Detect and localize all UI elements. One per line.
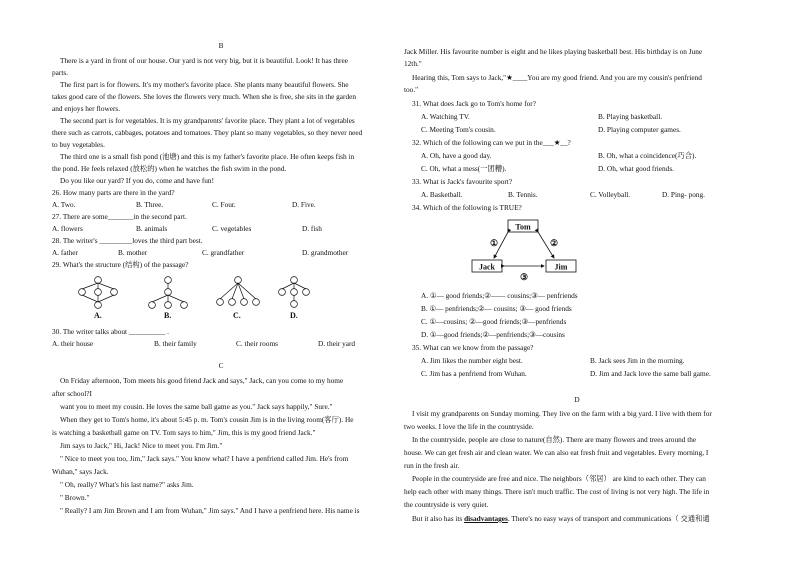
structure-diagrams	[52, 272, 322, 322]
question-27: 27. There are some_______in the second part.	[52, 212, 187, 221]
q33-option-b[interactable]: B. Tennis.	[508, 190, 538, 199]
q28-option-b[interactable]: B. mother	[118, 248, 148, 257]
d-line-6: People in the countryside are free and nice. The neighbors（邻居） are kind to each other. They can	[412, 474, 706, 483]
b-paragraph-4: The third one is a small fish pond (池塘) and this is my father's favorite place. He often keeps fish in	[60, 152, 355, 161]
c-line-9: " Oh, really? What's his last name?" asks Jim.	[60, 480, 194, 489]
d-line-5: run in the fresh air.	[404, 461, 460, 470]
q32-option-c[interactable]: C. Oh, what a mess(一团糟).	[421, 164, 507, 173]
q31-option-c[interactable]: C. Meeting Tom's cousin.	[421, 125, 496, 134]
q35-option-b[interactable]: B. Jack sees Jim in the morning.	[590, 356, 685, 365]
q26-option-c[interactable]: C. Four.	[212, 200, 236, 209]
c-line-11: " Really? I am Jim Brown and I am from Wuhan," Jim says." And I have a penfriend here. His name is	[60, 506, 360, 515]
section-d-heading: D	[574, 395, 580, 404]
q30-option-d[interactable]: D. their yard	[318, 339, 356, 348]
b-paragraph-2-cont: takes good care of the flowers. She loves the flowers very much. When she is free, she sits in the garden	[52, 92, 357, 101]
b-paragraph-5: Do you like our yard? If you do, come and have fun!	[60, 176, 214, 185]
q27-option-a[interactable]: A. flowers	[52, 224, 83, 233]
q27-option-c[interactable]: C. vegetables	[212, 224, 252, 233]
d-line-3: In the countryside, people are close to nature(自然). There are many flowers and trees around the	[412, 435, 697, 444]
c-right-line-3: Hearing this, Tom says to Jack,"★____You are my good friend. And you are my cousin's penfriend	[412, 73, 702, 82]
q32-option-a[interactable]: A. Oh, have a good day.	[421, 151, 492, 160]
c-right-line-1: Jack Miller. His favourite number is eight and he likes playing basketball best. His birthday is on June	[404, 47, 703, 56]
b-paragraph-1: There is a yard in front of our house. Our yard is not very big, but it is beautiful. Look! It has three	[60, 56, 348, 65]
diagram-number-1: ①	[489, 238, 499, 248]
structure-b-diagram	[149, 277, 188, 309]
q32-option-b[interactable]: B. Oh, what a coincidence(巧合).	[598, 151, 697, 160]
c-line-3: want you to meet my cousin. He loves the same ball game as you." Jack says happily," Sure."	[60, 402, 333, 411]
structure-label-a: A.	[94, 311, 102, 320]
q27-option-b[interactable]: B. animals	[136, 224, 168, 233]
structure-d-diagram	[279, 277, 310, 308]
diagram-jim: Jim	[554, 262, 568, 272]
question-29: 29. What's the structure (结构) of the passage?	[52, 260, 189, 269]
c-line-6: Jim says to Jack," Hi, Jack! Nice to meet you. I'm Jim."	[60, 441, 223, 450]
q35-option-a[interactable]: A. Jim likes the number eight best.	[421, 356, 523, 365]
q31-option-d[interactable]: D. Playing computer games.	[598, 125, 681, 134]
left-column	[52, 0, 390, 561]
question-32: 32. Which of the following can we put in the___★__?	[412, 138, 571, 147]
structure-a-diagram	[79, 277, 118, 309]
q28-option-d[interactable]: D. grandmother	[302, 248, 349, 257]
q30-option-a[interactable]: A. their house	[52, 339, 94, 348]
diagram-tom: Tom	[515, 222, 531, 232]
q27-option-d[interactable]: D. fish	[302, 224, 322, 233]
diagram-number-3: ③	[519, 272, 529, 282]
c-right-line-2: 12th."	[404, 59, 422, 68]
c-line-5: is watching a basketball game on TV. Tom says to him," Jim, this is my good friend Jack."	[52, 428, 316, 437]
b-paragraph-4-cont: the pond. He feels relaxed (放松的) when he watches the fish swim in the pond.	[52, 164, 287, 173]
q26-option-a[interactable]: A. Two.	[52, 200, 76, 209]
c-line-1: On Friday afternoon, Tom meets his good friend Jack and says," Jack, can you come to my home	[60, 376, 344, 385]
d-line-9-post: . There's no easy ways of transport and communications（ 交通和通	[507, 514, 710, 523]
disadvantages-word: disadvantages	[464, 514, 508, 523]
question-34: 34. Which of the following is TRUE?	[412, 203, 522, 212]
q34-option-d[interactable]: D. ①—good friends;②—penfriends;③—cousins	[421, 330, 565, 339]
section-b-heading: B	[218, 41, 224, 50]
d-line-8: the countryside is very quiet.	[404, 500, 489, 509]
b-paragraph-3: The second part is for vegetables. It is my grandparents' favorite place. They plant a lot of vegetables	[60, 116, 355, 125]
c-line-8: Wuhan," says Jack.	[52, 467, 109, 476]
d-line-2: two weeks. I love the life in the countryside.	[404, 422, 534, 431]
diagram-jack: Jack	[479, 262, 495, 272]
q33-option-d[interactable]: D. Ping- pong.	[662, 190, 705, 199]
b-paragraph-1-cont: parts.	[52, 68, 69, 77]
q34-option-c[interactable]: C. ①—cousins; ②—good friends;③—penfriends	[421, 317, 567, 326]
q35-option-d[interactable]: D. Jim and Jack love the same ball game.	[590, 369, 711, 378]
structure-label-b: B.	[164, 311, 172, 320]
q28-option-a[interactable]: A. father	[52, 248, 78, 257]
q30-option-b[interactable]: B. their family	[154, 339, 197, 348]
right-column	[404, 0, 750, 561]
q33-option-c[interactable]: C. Volleyball.	[590, 190, 631, 199]
q32-option-d[interactable]: D. Oh, what good friends.	[598, 164, 674, 173]
b-paragraph-3-cont2: to buy vegetables.	[52, 140, 105, 149]
b-paragraph-2-cont2: and enjoys her flowers.	[52, 104, 121, 113]
d-line-4: house. We can get fresh air and clean water. We can also eat fresh fruit and vegetables. Every morning, I	[404, 448, 709, 457]
q34-option-b[interactable]: B. ①— penfriends;②— cousins; ③— good friends	[421, 304, 572, 313]
b-paragraph-2: The first part is for flowers. It's my mother's favorite place. She plants many beautiful flowers. She	[60, 80, 349, 89]
structure-label-c: C.	[233, 311, 241, 320]
structure-label-d: D.	[290, 311, 298, 320]
c-right-line-4: too."	[404, 85, 419, 94]
structure-c-diagram	[217, 277, 260, 306]
q26-option-d[interactable]: D. Five.	[292, 200, 316, 209]
c-line-2: after school?I	[52, 389, 92, 398]
question-31: 31. What does Jack go to Tom's home for?	[412, 99, 536, 108]
q34-option-a[interactable]: A. ①— good friends;②—— cousins;③— penfriends	[421, 291, 578, 300]
question-35: 35. What can we know from the passage?	[412, 343, 534, 352]
question-28: 28. The writer's _________loves the third part best.	[52, 236, 203, 245]
section-c-heading: C	[218, 361, 224, 370]
c-line-7: " Nice to meet you too, Jim," Jack says." You know what? I have a penfriend called Jim. He's from	[60, 454, 349, 463]
question-33: 33. What is Jack's favourite sport?	[412, 177, 513, 186]
q33-option-a[interactable]: A. Basketball.	[421, 190, 463, 199]
d-line-1: I visit my grandparents on Sunday morning. They live on the farm with a big yard. I live with them for	[412, 409, 712, 418]
q26-option-b[interactable]: B. Three.	[136, 200, 164, 209]
q31-option-a[interactable]: A. Watching TV.	[421, 112, 470, 121]
d-line-9	[404, 513, 710, 526]
q31-option-b[interactable]: B. Playing basketball.	[598, 112, 663, 121]
q30-option-c[interactable]: C. their rooms	[236, 339, 278, 348]
q35-option-c[interactable]: C. Jim has a penfriend from Wuhan.	[421, 369, 527, 378]
d-line-7: help each other with many things. There isn't much traffic. The cost of living is not very high. The life in	[404, 487, 710, 496]
relationship-diagram	[464, 214, 584, 284]
question-26: 26. How many parts are there in the yard?	[52, 188, 175, 197]
diagram-number-2: ②	[549, 238, 559, 248]
q28-option-c[interactable]: C. grandfather	[202, 248, 245, 257]
c-line-4: When they get to Tom's home, it's about 5:45 p. m. Tom's cousin Jim is in the living room(客厅). He	[60, 415, 354, 424]
question-30: 30. The writer talks about __________ .	[52, 327, 170, 336]
b-paragraph-3-cont: there such as carrots, cabbages, potatoes and tomatoes. They plant so many vegetables, so they never need	[52, 128, 363, 137]
c-line-10: " Brown."	[60, 493, 90, 502]
d-line-9-pre: But it also has its	[412, 514, 465, 523]
